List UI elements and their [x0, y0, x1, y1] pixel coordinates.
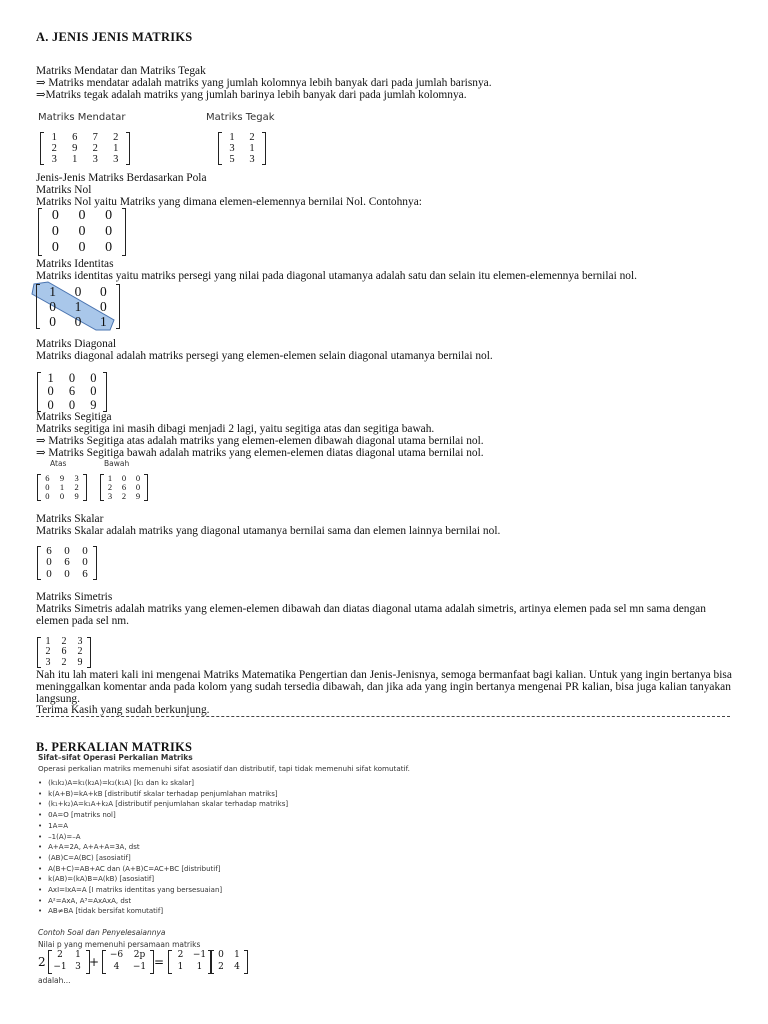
section-a-heading: A. JENIS JENIS MATRIKS — [36, 30, 193, 44]
matrix-cell: 1 — [249, 143, 255, 154]
matrix-cell: 6 — [72, 132, 78, 143]
property-item: • A+A=2A, A+A+A=3A, dst — [38, 842, 288, 853]
matrix-cell: 0 — [74, 284, 82, 299]
matrix-cell: 2 — [218, 962, 224, 972]
equation-matrix-4 — [210, 950, 248, 974]
matrix-cell: 2 — [61, 636, 67, 647]
property-item: • –1(A)=–A — [38, 832, 288, 843]
matrix-cell: 6 — [82, 567, 88, 580]
matrix-cell: 0 — [78, 224, 86, 239]
matrix-cell: 3 — [113, 154, 119, 165]
tegak-label: Matriks Tegak — [206, 112, 275, 123]
equation-matrix-2 — [102, 950, 154, 974]
matrix-cell: 1 — [177, 962, 184, 972]
matrix-cell: 2 — [51, 143, 57, 154]
matrix-cell: 2p — [133, 950, 146, 960]
bawah-label: Bawah — [104, 459, 130, 468]
matrix-cell: 0 — [82, 556, 88, 569]
segitiga-line-3: ⇒ Matriks Segitiga bawah adalah matriks yang elemen-elemen diatas diagonal utama bernilai nol. — [36, 447, 484, 459]
matrix-cell: 1 — [107, 473, 113, 483]
matrix-cell: 1 — [59, 482, 65, 492]
property-item: • 1A=A — [38, 821, 288, 832]
example-title: Contoh Soal dan Penyelesaiannya — [38, 928, 166, 937]
matrix-cell: 3 — [249, 154, 255, 165]
skalar-title: Matriks Skalar — [36, 513, 104, 525]
matrix-cell: 6 — [64, 556, 70, 569]
segitiga-line-2: ⇒ Matriks Segitiga atas adalah matriks yang elemen-elemen dibawah diagonal utama bernilai nol. — [36, 435, 484, 447]
intro-line-1: Matriks Mendatar dan Matriks Tegak — [36, 65, 206, 77]
matrix-cell: 0 — [121, 473, 127, 483]
matrix-cell: 1 — [229, 132, 235, 143]
matrix-cell: 1 — [47, 371, 54, 385]
matrix-cell: 1 — [45, 636, 51, 647]
intro-line-3: ⇒Matriks tegak adalah matriks yang jumlah barinya lebih banyak dari pada jumlah kolomnya. — [36, 89, 467, 101]
matrix-cell: 1 — [196, 962, 203, 972]
matrix-mendatar — [40, 132, 130, 165]
sifat-desc: Operasi perkalian matriks memenuhi sifat asosiatif dan distributif, tapi tidak memenuhi sifat komutatif. — [38, 764, 410, 773]
equation-matrix-3 — [168, 950, 212, 974]
section-b-heading: B. PERKALIAN MATRIKS — [36, 740, 193, 754]
sifat-title: Sifat–sifat Operasi Perkalian Matriks — [38, 753, 193, 762]
matrix-cell: 0 — [82, 545, 88, 557]
matrix-cell: 9 — [74, 491, 79, 501]
property-item: • AxI=IxA=A [I matriks identitas yang bersesuaian] — [38, 885, 288, 896]
matrix-cell: 6 — [68, 384, 76, 399]
matrix-cell: 0 — [105, 208, 113, 223]
matrix-cell: −6 — [109, 950, 124, 960]
matrix-cell: 6 — [121, 482, 127, 492]
simetris-title: Matriks Simetris — [36, 591, 113, 603]
matrix-cell: 3 — [229, 143, 235, 154]
property-item: • A(B+C)=AB+AC dan (A+B)C=AC+BC [distributif] — [38, 864, 288, 875]
matrix-cell: 2 — [45, 646, 51, 658]
matrix-cell: 3 — [45, 656, 51, 668]
example-question: Nilai p yang memenuhi persamaan matriks — [38, 940, 201, 949]
property-item: • AB≠BA [tidak bersifat komutatif] — [38, 906, 288, 917]
property-item: • k(A+B)=kA+kB [distributif skalar terhadap penjumlahan matriks] — [38, 789, 288, 800]
matrix-cell: 1 — [72, 154, 78, 165]
matrix-cell: 5 — [229, 154, 235, 165]
matrix-cell: 0 — [90, 371, 97, 385]
matrix-cell: 3 — [107, 491, 113, 501]
matrix-cell: 2 — [107, 482, 113, 492]
pola-heading: Jenis-Jenis Matriks Berdasarkan Pola — [36, 172, 207, 184]
intro-line-2: ⇒ Matriks mendatar adalah matriks yang jumlah kolomnya lebih banyak dari pada jumlah barisnya. — [36, 77, 492, 89]
matrix-cell: 9 — [59, 473, 65, 483]
equation-plus: + — [89, 955, 100, 969]
matrix-cell: 0 — [51, 208, 59, 223]
matrix-nol — [38, 208, 126, 256]
identitas-desc: Matriks identitas yaitu matriks persegi yang nilai pada diagonal utamanya adalah satu dan selain itu elemen-elemennya bernilai nol. — [36, 270, 637, 282]
matrix-cell: 2 — [92, 143, 98, 154]
matrix-cell: 1 — [51, 132, 57, 143]
matrix-cell: 1 — [75, 950, 81, 960]
matrix-cell: 0 — [105, 224, 113, 239]
matrix-cell: 9 — [90, 397, 97, 412]
matrix-cell: 0 — [45, 491, 50, 501]
matrix-cell: 0 — [135, 473, 141, 483]
matrix-cell: 0 — [51, 224, 59, 239]
matrix-cell: 2 — [121, 491, 127, 501]
matrix-cell: 0 — [45, 482, 50, 492]
matrix-cell: 0 — [59, 491, 65, 501]
matrix-cell: 3 — [51, 154, 57, 165]
matrix-skalar — [37, 546, 97, 580]
matrix-cell: 4 — [113, 962, 120, 972]
property-item: • (k₁+k₂)A=k₁A+k₂A [distributif penjumlahan skalar terhadap matriks] — [38, 799, 288, 810]
matrix-cell: 0 — [99, 284, 107, 299]
matrix-cell: 9 — [72, 143, 78, 154]
section-divider — [36, 716, 730, 717]
matrix-cell: 9 — [135, 491, 141, 501]
matrix-cell: 0 — [78, 240, 86, 255]
matrix-cell: 1 — [99, 314, 107, 329]
thanks-line: Terima Kasih yang sudah berkunjung. — [36, 704, 210, 716]
matrix-cell: 2 — [57, 950, 63, 960]
matrix-cell: 3 — [75, 962, 81, 972]
skalar-desc: Matriks Skalar adalah matriks yang diagonal utamanya bernilai sama dan elemen lainnya bernilai nol. — [36, 525, 501, 537]
matrix-cell: 0 — [218, 950, 224, 960]
matrix-segitiga-atas — [37, 474, 87, 501]
matrix-cell: 2 — [77, 646, 83, 658]
matrix-cell: 3 — [74, 473, 79, 483]
matrix-cell: 6 — [46, 545, 52, 557]
matrix-cell: 1 — [234, 950, 240, 960]
matrix-cell: 0 — [51, 240, 59, 255]
matrix-cell: −1 — [53, 962, 67, 972]
matrix-cell: 0 — [68, 397, 76, 412]
example-end: adalah... — [38, 976, 71, 985]
matrix-cell: 0 — [49, 314, 57, 329]
equation-matrix-1 — [48, 950, 90, 974]
diagonal-desc: Matriks diagonal adalah matriks persegi yang elemen-elemen selain diagonal utamanya bernilai nol. — [36, 350, 493, 362]
matrix-cell: 3 — [77, 636, 83, 647]
matrix-tegak — [218, 132, 266, 165]
matrix-cell: 1 — [113, 143, 119, 154]
matrix-cell: 6 — [45, 473, 50, 483]
matrix-cell: −1 — [192, 950, 207, 960]
matrix-cell: 2 — [61, 656, 67, 668]
matrix-cell: 1 — [74, 299, 82, 314]
property-item: • (k₁k₂)A=k₁(k₂A)=k₂(k₁A) [k₁ dan k₂ skalar] — [38, 778, 288, 789]
matrix-cell: 3 — [92, 154, 98, 165]
matrix-cell: 0 — [99, 299, 107, 314]
property-item: • A²=AxA, A³=AxAxA, dst — [38, 896, 288, 907]
matrix-cell: 9 — [77, 656, 83, 668]
matrix-cell: 0 — [64, 545, 70, 557]
matrix-simetris — [37, 637, 91, 668]
matrix-cell: 2 — [74, 482, 79, 492]
matrix-cell: 0 — [74, 314, 82, 329]
equation-coefficient: 2 — [38, 955, 46, 969]
matrix-cell: 0 — [47, 384, 54, 399]
matrix-cell: 0 — [90, 384, 97, 399]
closing-paragraph: Nah itu lah materi kali ini mengenai Matriks Matematika Pengertian dan Jenis-Jenisnya, semoga bermanfaat bagi kalian. Untuk yang ingin bertanya bisa meninggalkan komentar anda pada kolom yang sudah tersedia dibawah, dan jika ada yang ingin bertanya mengenai PR kalian, bisa juga kalian tanyakan langsung. — [36, 669, 732, 705]
matrix-diagonal — [37, 372, 107, 412]
properties-list — [38, 778, 288, 917]
matrix-cell: 0 — [78, 208, 86, 223]
matrix-cell: 0 — [64, 567, 70, 580]
mendatar-label: Matriks Mendatar — [38, 112, 126, 123]
segitiga-line-1: Matriks segitiga ini masih dibagi menjadi 2 lagi, yaitu segitiga atas dan segitiga bawah. — [36, 423, 435, 435]
matrix-cell: 0 — [68, 371, 76, 385]
matrix-cell: 0 — [105, 240, 113, 255]
simetris-desc: Matriks Simetris adalah matriks yang elemen-elemen dibawah dan diatas diagonal utama adalah simetris, artinya elemen pada sel mn sama dengan elemen pada sel nm. — [36, 603, 706, 627]
matrix-cell: 0 — [46, 556, 52, 569]
matrix-cell: 7 — [92, 132, 98, 143]
nol-title: Matriks Nol — [36, 184, 92, 196]
matrix-cell: 2 — [177, 950, 184, 960]
identitas-title: Matriks Identitas — [36, 258, 114, 270]
matrix-cell: 0 — [47, 397, 54, 412]
matrix-cell: 0 — [46, 567, 52, 580]
atas-label: Atas — [50, 459, 67, 468]
matrix-cell: 4 — [234, 962, 240, 972]
diagonal-title: Matriks Diagonal — [36, 338, 117, 350]
matrix-cell: 0 — [49, 299, 57, 314]
matrix-cell: 2 — [113, 132, 119, 143]
matrix-identitas — [36, 284, 120, 329]
segitiga-title: Matriks Segitiga — [36, 411, 112, 423]
matrix-cell: −1 — [132, 962, 147, 972]
property-item: • (AB)C=A(BC) [asosiatif] — [38, 853, 288, 864]
matrix-segitiga-bawah — [100, 474, 148, 501]
property-item: • 0A=O [matriks nol] — [38, 810, 288, 821]
property-item: • k(AB)=(kA)B=A(kB) [asosiatif] — [38, 874, 288, 885]
matrix-cell: 0 — [135, 482, 141, 492]
equation-equals: = — [154, 955, 165, 969]
matrix-cell: 1 — [49, 284, 57, 299]
matrix-cell: 6 — [61, 646, 67, 658]
nol-desc: Matriks Nol yaitu Matriks yang dimana elemen-elemennya bernilai Nol. Contohnya: — [36, 196, 422, 208]
matrix-cell: 2 — [249, 132, 255, 143]
